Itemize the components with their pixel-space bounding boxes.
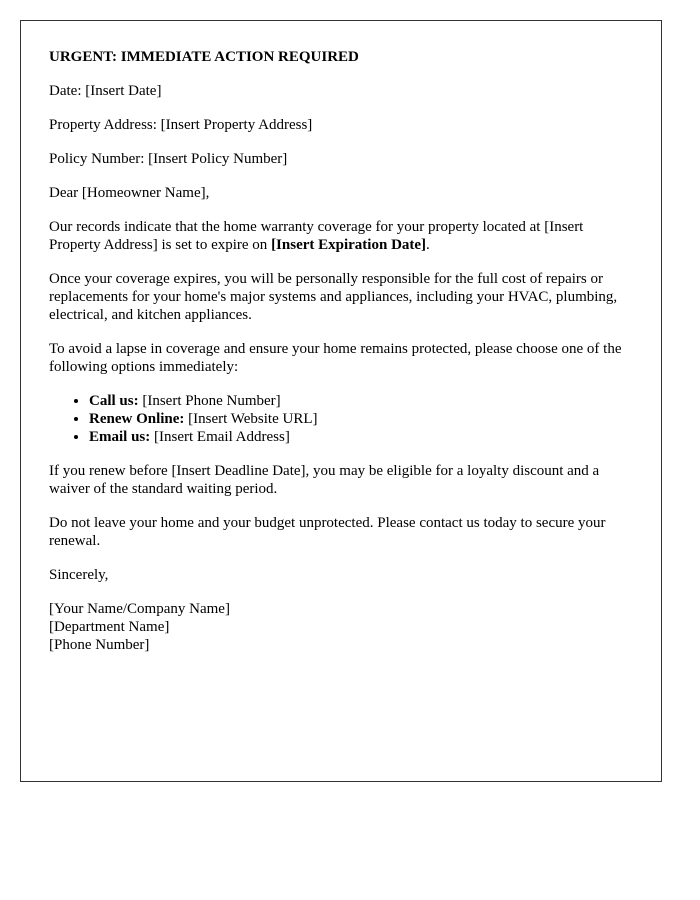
options-intro: To avoid a lapse in coverage and ensure your home remains protected, please choose one of the following options immediately: — [49, 341, 622, 375]
option-value: [Insert Website URL] — [184, 411, 318, 427]
property-address-line: Property Address: [Insert Property Address] — [49, 117, 313, 133]
salutation: Dear [Homeowner Name], — [49, 185, 210, 201]
option-label: Renew Online: — [89, 411, 185, 427]
option-value: [Insert Email Address] — [150, 429, 290, 445]
option-label: Email us: — [89, 429, 151, 445]
signature-department: [Department Name] — [49, 619, 170, 635]
discount-paragraph: If you renew before [Insert Deadline Date], you may be eligible for a loyalty discount and a waiver of the standard waiting period. — [49, 463, 600, 497]
responsibility-paragraph: Once your coverage expires, you will be personally responsible for the full cost of repairs or replacements for your home's major systems and appliances, including your HVAC, plumbing, electrical, and kitchen appliances. — [49, 271, 618, 323]
expiration-text: Our records indicate that the home warranty coverage for your property located at [Insert Property Address] is set to expire on — [49, 219, 584, 253]
policy-number-line: Policy Number: [Insert Policy Number] — [49, 151, 288, 167]
letter — [20, 20, 662, 782]
period: . — [426, 237, 430, 253]
signature-name: [Your Name/Company Name] — [49, 601, 230, 617]
closing: Sincerely, — [49, 567, 109, 583]
expiration-paragraph — [49, 218, 632, 254]
option-renew-online — [89, 410, 632, 428]
date-line: Date: [Insert Date] — [49, 83, 162, 99]
option-call — [89, 392, 632, 410]
options-list — [49, 392, 632, 446]
option-value: [Insert Phone Number] — [138, 393, 281, 409]
letter-title: URGENT: IMMEDIATE ACTION REQUIRED — [49, 49, 359, 65]
option-label: Call us: — [89, 393, 139, 409]
signature-block — [49, 600, 632, 654]
option-email — [89, 428, 632, 446]
signature-phone: [Phone Number] — [49, 637, 150, 653]
call-to-action-paragraph: Do not leave your home and your budget unprotected. Please contact us today to secure your renewal. — [49, 515, 606, 549]
expiration-date: [Insert Expiration Date] — [271, 237, 427, 253]
